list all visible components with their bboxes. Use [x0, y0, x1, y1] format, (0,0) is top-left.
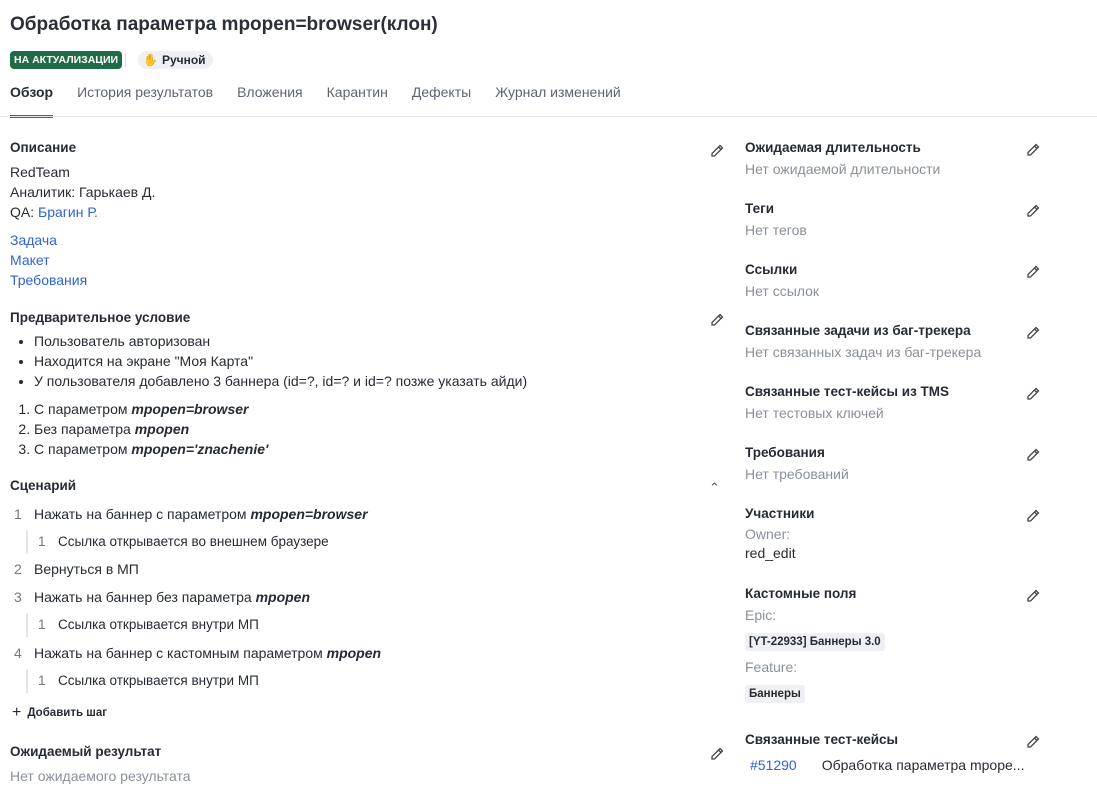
list-item: 1. С параметром mpopen=browser: [34, 399, 268, 419]
add-step-label: Добавить шаг: [27, 707, 108, 719]
precondition-bullets: [10, 331, 527, 391]
tab-defects[interactable]: Дефекты: [411, 84, 472, 100]
divider: [125, 53, 126, 67]
hand-icon: ✋: [143, 53, 158, 67]
list-item: • Находится на экране "Моя Карта": [34, 351, 527, 371]
tabs-divider: [0, 116, 1097, 117]
bugtracker-heading: Связанные задачи из баг-трекера: [745, 323, 971, 338]
tab-quarantine[interactable]: Карантин: [326, 84, 388, 100]
duration-heading: Ожидаемая длительность: [745, 140, 921, 155]
pencil-edit-icon[interactable]: [1025, 264, 1041, 280]
tags-heading: Теги: [745, 201, 775, 216]
pencil-edit-icon[interactable]: [709, 746, 725, 762]
sub-step[interactable]: 1 Ссылка открывается во внешнем браузере: [10, 532, 410, 559]
links-heading: Ссылки: [745, 262, 798, 277]
sidebar: [745, 140, 1045, 775]
qa-label: QA:: [10, 204, 39, 220]
feature-label: Feature:: [745, 659, 798, 675]
epic-chip[interactable]: [YT-22933] Баннеры 3.0: [745, 633, 885, 651]
pencil-edit-icon[interactable]: [709, 312, 725, 328]
type-label: Ручной: [161, 53, 206, 67]
add-step-button[interactable]: [12, 704, 107, 722]
related-name[interactable]: Обработка параметра mpope...: [821, 757, 1025, 773]
pencil-edit-icon[interactable]: [1025, 203, 1041, 219]
owner-value: red_edit: [745, 545, 796, 561]
step[interactable]: 4 Нажать на баннер с кастомным параметром mpopen: [14, 645, 382, 661]
pencil-edit-icon[interactable]: [1025, 588, 1041, 604]
step[interactable]: 2 Вернуться в МП: [14, 561, 139, 577]
precondition-heading: Предварительное условие: [10, 310, 191, 325]
custom-fields-heading: Кастомные поля: [745, 586, 857, 601]
scenario-heading: Сценарий: [10, 478, 77, 493]
step[interactable]: 3 Нажать на баннер без параметра mpopen: [14, 589, 311, 605]
requirements-link[interactable]: Требования: [10, 272, 88, 288]
feature-chip[interactable]: Баннеры: [745, 685, 805, 703]
requirements-heading: Требования: [745, 445, 825, 460]
tags-empty: Нет тегов: [745, 222, 807, 238]
status-badge[interactable]: НА АКТУАЛИЗАЦИИ: [10, 51, 122, 69]
expected-empty: Нет ожидаемого результата: [10, 768, 191, 784]
bugtracker-empty: Нет связанных задач из баг-трекера: [745, 344, 982, 360]
pencil-edit-icon[interactable]: [1025, 447, 1041, 463]
step[interactable]: 1 Нажать на баннер с параметром mpopen=browser: [14, 506, 368, 522]
pencil-edit-icon[interactable]: [1025, 508, 1041, 524]
pencil-edit-icon[interactable]: [709, 143, 725, 159]
sub-step[interactable]: 1 Ссылка открывается внутри МП: [10, 671, 410, 699]
links-empty: Нет ссылок: [745, 283, 820, 299]
tabs: [10, 84, 621, 100]
tab-overview[interactable]: Обзор: [10, 84, 54, 100]
tms-heading: Связанные тест-кейсы из TMS: [745, 384, 950, 399]
members-heading: Участники: [745, 506, 815, 521]
related-heading: Связанные тест-кейсы: [745, 732, 899, 747]
tms-empty: Нет тестовых ключей: [745, 405, 884, 421]
page-title: Обработка параметра mpopen=browser(клон): [10, 14, 438, 35]
qa-link[interactable]: Брагин Р.: [38, 204, 98, 220]
tab-history[interactable]: История результатов: [77, 84, 214, 100]
list-item: • У пользователя добавлено 3 баннера (id=?, id=? и id=? позже указать айди): [34, 371, 527, 391]
list-item: • Пользователь авторизован: [34, 331, 527, 351]
scenario-steps: [10, 504, 410, 699]
owner-label: Owner:: [745, 526, 791, 542]
description-heading: Описание: [10, 140, 77, 155]
list-item: 3. С параметром mpopen='znachenie': [34, 439, 268, 459]
description-line: RedTeam: [10, 164, 70, 180]
type-badge: [138, 51, 213, 69]
task-link[interactable]: Задача: [10, 232, 57, 248]
precondition-numbered: [10, 399, 268, 459]
pencil-edit-icon[interactable]: [1025, 734, 1041, 750]
expected-heading: Ожидаемый результат: [10, 744, 162, 759]
pencil-edit-icon[interactable]: [1025, 142, 1041, 158]
pencil-edit-icon[interactable]: [1025, 386, 1041, 402]
description-line: Аналитик: Гарькаев Д.: [10, 184, 156, 200]
sub-step[interactable]: 1 Ссылка открывается внутри МП: [10, 615, 410, 643]
related-id-link[interactable]: #51290: [750, 757, 797, 773]
requirements-empty: Нет требований: [745, 466, 849, 482]
tab-attachments[interactable]: Вложения: [237, 84, 303, 100]
list-item: 2. Без параметра mpopen: [34, 419, 268, 439]
plus-icon: +: [12, 704, 22, 721]
duration-empty: Нет ожидаемой длительности: [745, 161, 941, 177]
mockup-link[interactable]: Макет: [10, 252, 50, 268]
pencil-edit-icon[interactable]: [1025, 325, 1041, 341]
chevron-up-icon[interactable]: ⌃: [709, 480, 720, 495]
description-text: [10, 162, 155, 290]
tab-changelog[interactable]: Журнал изменений: [495, 84, 621, 100]
epic-label: Epic:: [745, 607, 777, 623]
